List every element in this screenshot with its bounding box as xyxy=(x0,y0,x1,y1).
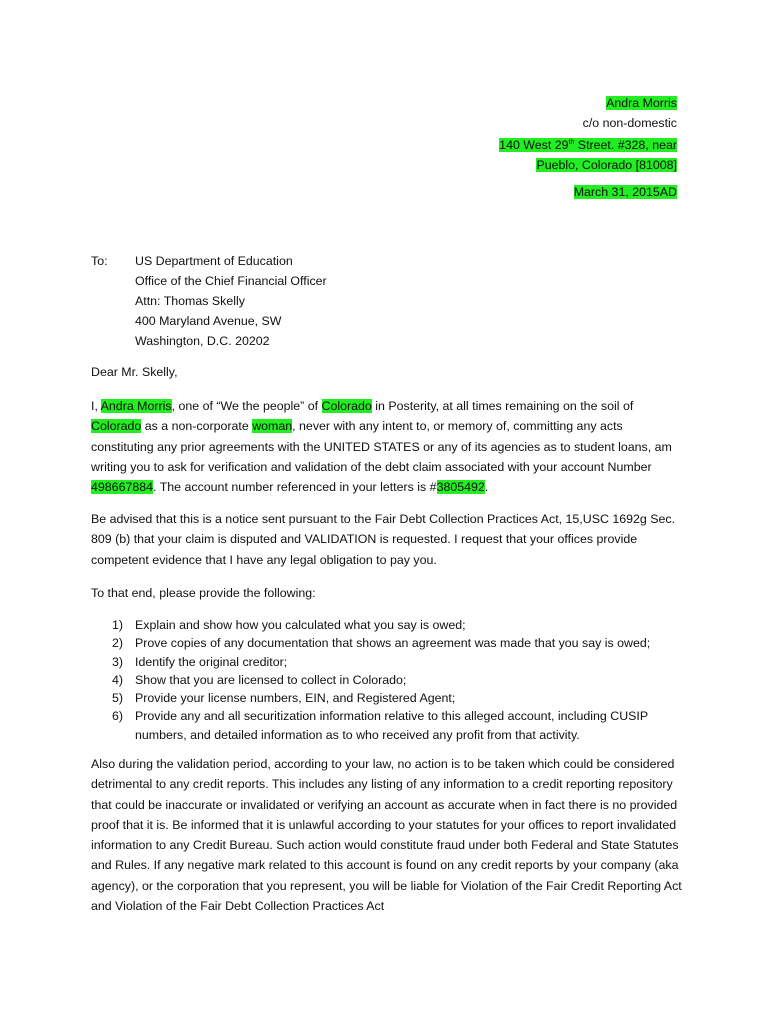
intro-paragraph: I, Andra Morris, one of “We the people” of Colorado in Posterity, at all times remaining on the soil of Colorado as a non-corporate woman, never with any intent to, or memory of, committing any acts constituting any prior agreements with the UNITED STATES or any of its agencies as to student loans, am writing you to ask for verification and validation of the debt claim associated with your account Number 498667884. The account number referenced in your letters is #3805492. xyxy=(91,399,672,495)
sender-care-of: c/o non-domestic xyxy=(582,116,677,130)
list-item: 6) Provide any and all securitization information relative to this alleged account, including CUSIP numbers, and detailed information as to who received any profit from that activity. xyxy=(112,709,648,742)
salutation: Dear Mr. Skelly, xyxy=(91,365,178,379)
recipient-line: Office of the Chief Financial Officer xyxy=(135,274,327,288)
recipient-line: Washington, D.C. 20202 xyxy=(135,334,270,348)
highlight-reference-number: 3805492 xyxy=(436,480,485,495)
request-list xyxy=(91,616,683,744)
list-item: 4) Show that you are licensed to collect in Colorado; xyxy=(112,672,407,687)
notice-paragraph: Be advised that this is a notice sent pursuant to the Fair Debt Collection Practices Act, 15,USC 1692g Sec. 809 (b) that your claim is disputed and VALIDATION is requested. I request that your offices provide competent evidence that I have any legal obligation to pay you. xyxy=(91,512,676,567)
highlight-name: Andra Morris xyxy=(100,399,172,413)
sender-city: Pueblo, Colorado [81008] xyxy=(536,158,677,173)
list-item: 5) Provide your license numbers, EIN, and Registered Agent; xyxy=(112,691,456,706)
list-item: 2) Prove copies of any documentation that shows an agreement was made that you say is owed; xyxy=(112,636,651,651)
sender-address-block xyxy=(499,93,677,175)
credit-reporting-paragraph: Also during the validation period, according to your law, no action is to be taken which could be considered detrimental to any credit reports. This includes any listing of any information to a credit reporting repository that could be inaccurate or invalidated or verifying an account as accurate when in fact there is no provided proof that it is. Be informed that it is unlawful according to your statutes for your offices to report invalidated information to any Credit Bureau. Such action would constitute fraud under both Federal and State Statutes and Rules. If any negative mark related to this account is found on any credit reports by your company (aka agency), or the corporation that you represent, you will be liable for Violation of the Fair Credit Reporting Act and Violation of the Fair Debt Collection Practices Act xyxy=(91,757,682,914)
list-item: 1) Explain and show how you calculated what you say is owed; xyxy=(112,618,466,632)
request-intro: To that end, please provide the following: xyxy=(91,586,316,600)
list-item: 3) Identify the original creditor; xyxy=(112,654,288,669)
highlight-state: Colorado xyxy=(91,419,142,434)
sender-street: 140 West 29th Street. #328, near xyxy=(499,138,677,153)
letter-date: March 31, 2015AD xyxy=(573,185,677,199)
sender-name: Andra Morris xyxy=(606,96,677,110)
recipient-line: US Department of Education xyxy=(135,254,293,268)
highlight-state: Colorado xyxy=(321,399,372,413)
recipient-line: 400 Maryland Avenue, SW xyxy=(135,314,282,328)
recipient-address-block xyxy=(91,251,681,351)
highlight-account-number: 498667884 xyxy=(91,480,154,495)
recipient-line: Attn: Thomas Skelly xyxy=(135,294,245,308)
highlight-woman: woman xyxy=(252,419,293,434)
to-label: To: xyxy=(91,254,108,268)
